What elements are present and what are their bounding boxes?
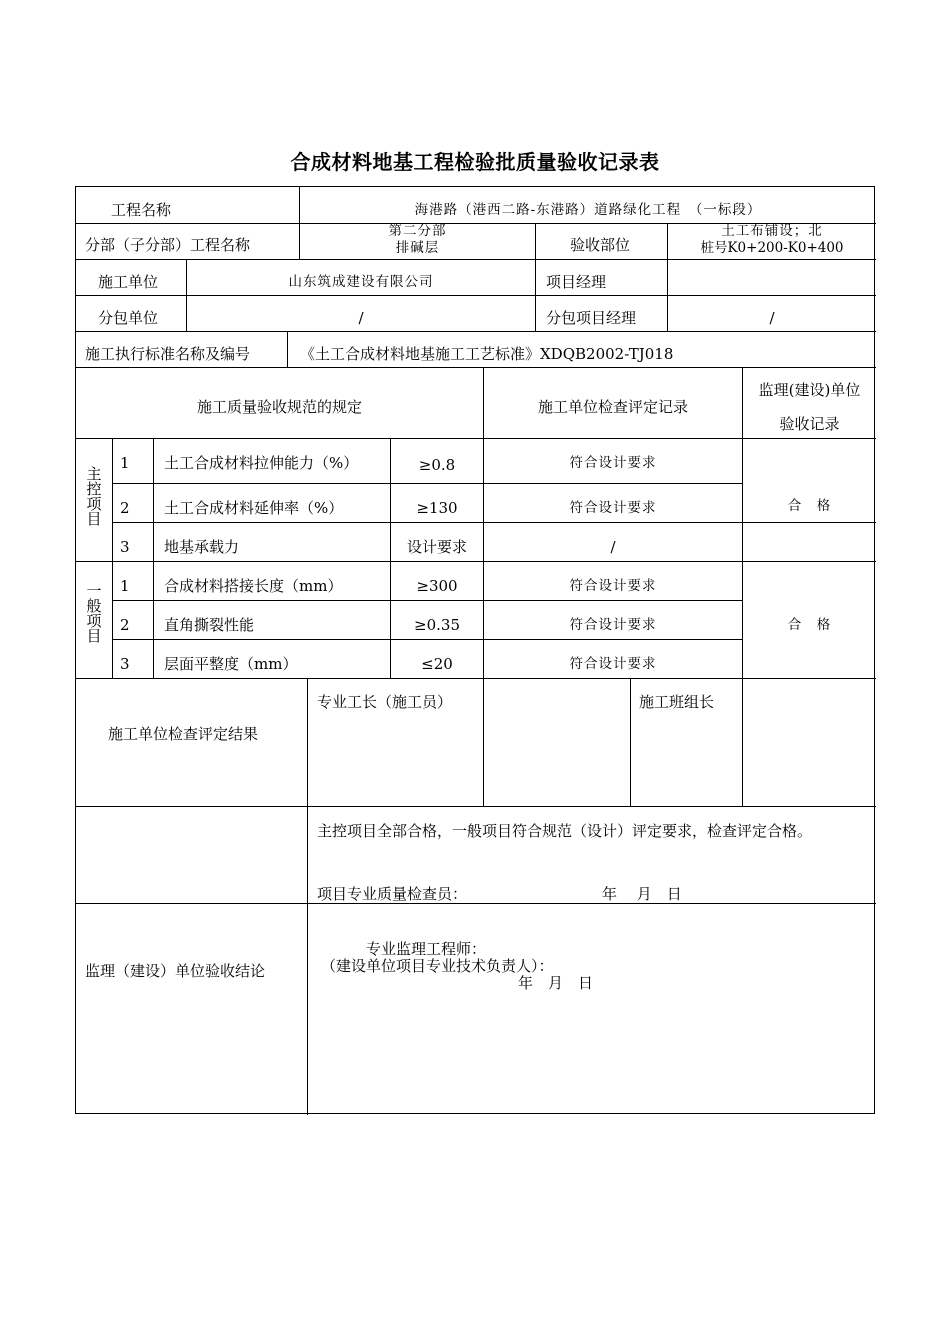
general-item-standard: ≥0.35 [414,616,460,634]
sub-project-label: 分部（子分部）工程名称 [85,236,251,254]
construction-unit-label: 施工单位 [98,273,159,291]
row-divider [76,438,876,439]
project-name-label: 工程名称 [111,201,172,219]
sub-project-value-line1: 第二分部 [388,223,447,239]
general-item-record: 符合设计要求 [569,617,657,633]
main-item-record: 符合设计要求 [569,455,657,471]
main-item-standard: ≥130 [416,499,458,517]
row-divider [76,259,876,260]
acceptance-part-label: 验收部位 [570,236,631,254]
construction-unit-value: 山东筑成建设有限公司 [288,274,434,290]
group-char: 主 [86,465,102,483]
group-char: 项 [86,495,102,513]
acceptance-part-value-line2: 桩号K0+200-K0+400 [700,240,844,256]
evaluation-label: 施工单位检查评定结果 [108,725,259,743]
page-title: 合成材料地基工程检验批质量验收记录表 [290,150,660,174]
general-item-no: 2 [120,616,130,634]
supervision-label: 监理（建设）单位验收结论 [85,962,266,980]
col-divider [742,678,743,806]
col-divider [153,438,154,678]
main-item-no: 1 [120,454,130,472]
main-item-no: 3 [120,538,130,556]
inspection-record-table [75,186,875,1114]
subcontract-manager-label: 分包项目经理 [546,309,637,327]
col-divider [287,331,288,367]
supervision-column-header-line2: 验收记录 [779,415,840,433]
row-divider [112,639,742,640]
row-divider [76,295,876,296]
general-item-record: 符合设计要求 [569,578,657,594]
supervision-engineer-label: 专业监理工程师： [366,940,487,958]
row-divider [112,600,742,601]
standard-label: 施工执行标准名称及编号 [85,345,251,363]
general-items-result: 合 格 [787,617,832,633]
row-divider [76,367,876,368]
main-item-record: 符合设计要求 [569,500,657,516]
project-name-value: 海港路（港西二路-东港路）道路绿化工程 （一标段） [414,202,762,218]
row-divider [76,561,876,562]
general-item-standard: ≤20 [421,655,453,673]
supervision-column-header-line1: 监理(建设)单位 [758,381,861,399]
subcontract-manager-value: / [769,309,775,327]
main-item-standard: 设计要求 [406,538,467,556]
main-item-name: 土工合成材料延伸率（%） [164,499,344,517]
team-leader-label: 施工班组长 [639,693,715,711]
project-manager-label: 项目经理 [546,273,607,291]
general-item-record: 符合设计要求 [569,656,657,672]
group-char: 控 [86,480,102,498]
main-items-group-label [85,467,103,527]
group-char: 项 [86,612,102,630]
check-column-header: 施工单位检查评定记录 [537,398,688,416]
supervision-date: 年 月 日 [518,974,594,992]
row-divider [76,903,876,904]
row-divider [76,331,876,332]
row-divider [112,483,742,484]
acceptance-part-value-line1: 土工布铺设；北 [721,223,823,239]
supervision-owner-label: （建设单位项目专业技术负责人）： [321,957,554,975]
group-char: 一 [86,582,102,600]
col-divider [535,259,536,331]
subcontract-unit-label: 分包单位 [98,309,159,327]
subcontract-unit-value: / [358,309,364,327]
foreman-label: 专业工长（施工员） [317,693,453,711]
col-divider [390,438,391,678]
sub-project-value-line2: 排碱层 [395,240,440,256]
col-divider [307,678,308,1115]
general-item-name: 层面平整度（mm） [164,655,298,673]
main-item-name: 地基承载力 [164,538,240,556]
group-char: 目 [86,627,102,645]
standard-value: 《土工合成材料地基施工工艺标准》XDQB2002-TJ018 [300,345,674,363]
group-char: 目 [86,510,102,528]
col-divider [630,678,631,806]
general-item-name: 直角撕裂性能 [164,616,255,634]
general-item-no: 1 [120,577,130,595]
main-item-no: 2 [120,499,130,517]
inspector-label: 项目专业质量检查员： [317,885,468,903]
general-item-standard: ≥300 [416,577,458,595]
col-divider [483,678,484,806]
spec-column-header: 施工质量验收规范的规定 [196,398,362,416]
general-item-no: 3 [120,655,130,673]
evaluation-conclusion: 主控项目全部合格，一般项目符合规范（设计）评定要求，检查评定合格。 [317,822,813,840]
group-char: 般 [86,597,102,615]
general-items-group-label [85,584,103,644]
row-divider [112,522,876,523]
row-divider [76,806,876,807]
main-item-name: 土工合成材料拉伸能力（%） [164,454,359,472]
col-divider [112,438,113,678]
evaluation-date: 年 月 日 [602,885,682,903]
main-items-result: 合 格 [787,498,832,514]
main-item-standard: ≥0.8 [418,456,456,474]
main-item-record: / [610,538,616,556]
general-item-name: 合成材料搭接长度（mm） [164,577,343,595]
row-divider [76,678,876,679]
